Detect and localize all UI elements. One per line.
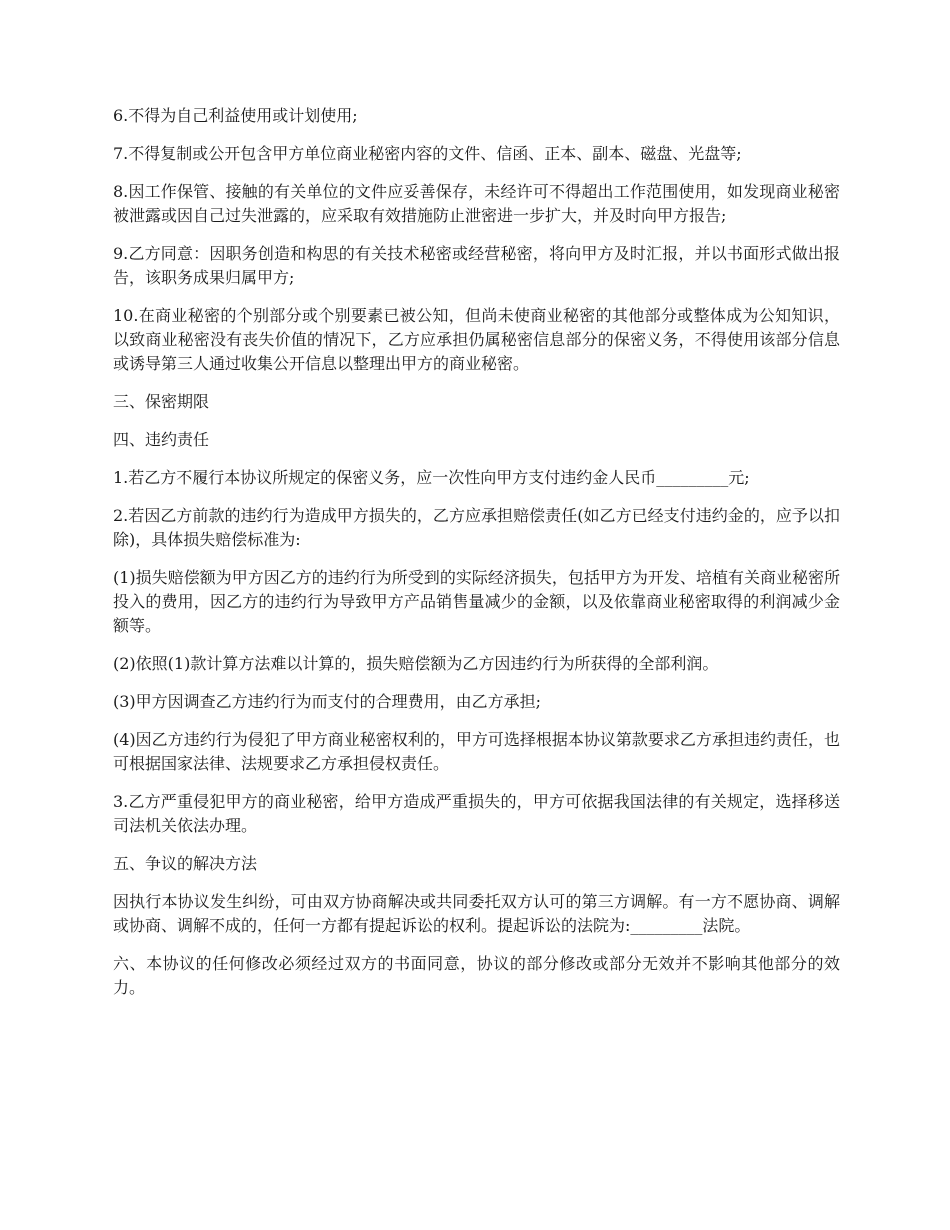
compensation-item-2: (2)依照(1)款计算方法难以计算的，损失赔偿额为乙方因违约行为所获得的全部利润。: [113, 654, 719, 673]
section-heading-dispute-resolution: 五、争议的解决方法: [113, 854, 258, 873]
dispute-resolution-text: 因执行本协议发生纠纷，可由双方协商解决或共同委托双方认可的第三方调解。有一方不愿协商、调解或协商、调解不成的，任何一方都有提起诉讼的权利。提起诉讼的法院为:_________法院。: [113, 892, 840, 935]
breach-clause-3: 3.乙方严重侵犯甲方的商业秘密，给甲方造成严重损失的，甲方可依据我国法律的有关规定，选择移送司法机关依法办理。: [113, 792, 840, 835]
section-heading-breach-liability: 四、违约责任: [113, 430, 210, 449]
section-six-amendment: 六、本协议的任何修改必须经过双方的书面同意，协议的部分修改或部分无效并不影响其他部分的效力。: [113, 954, 840, 997]
clause-7: 7.不得复制或公开包含甲方单位商业秘密内容的文件、信函、正本、副本、磁盘、光盘等;: [113, 144, 742, 163]
breach-clause-1: 1.若乙方不履行本协议所规定的保密义务，应一次性向甲方支付违约金人民币_________元;: [113, 468, 750, 487]
clause-8: 8.因工作保管、接触的有关单位的文件应妥善保存，未经许可不得超出工作范围使用，如发现商业秘密被泄露或因自己过失泄露的，应采取有效措施防止泄密进一步扩大，并及时向甲方报告;: [113, 182, 840, 225]
compensation-item-3: (3)甲方因调查乙方违约行为而支付的合理费用，由乙方承担;: [113, 692, 542, 711]
compensation-item-1: (1)损失赔偿额为甲方因乙方的违约行为所受到的实际经济损失，包括甲方为开发、培植有关商业秘密所投入的费用，因乙方的违约行为导致甲方产品销售量减少的金额，以及依靠商业秘密取得的利润减少金额等。: [113, 568, 840, 635]
breach-clause-2: 2.若因乙方前款的违约行为造成甲方损失的，乙方应承担赔偿责任(如乙方已经支付违约金的，应予以扣除)，具体损失赔偿标准为:: [113, 506, 840, 549]
compensation-item-4: (4)因乙方违约行为侵犯了甲方商业秘密权利的，甲方可选择根据本协议第款要求乙方承担违约责任，也可根据国家法律、法规要求乙方承担侵权责任。: [113, 730, 840, 773]
clause-6: 6.不得为自己利益使用或计划使用;: [113, 106, 358, 125]
section-heading-confidentiality-period: 三、保密期限: [113, 392, 210, 411]
clause-10: 10.在商业秘密的个别部分或个别要素已被公知，但尚未使商业秘密的其他部分或整体成为公知知识，以致商业秘密没有丧失价值的情况下，乙方应承担仍属秘密信息部分的保密义务，不得使用该部分信息或诱导第三人通过收集公开信息以整理出甲方的商业秘密。: [113, 306, 840, 373]
document-body: [113, 104, 840, 1014]
clause-9: 9.乙方同意：因职务创造和构思的有关技术秘密或经营秘密，将向甲方及时汇报，并以书面形式做出报告，该职务成果归属甲方;: [113, 244, 840, 287]
